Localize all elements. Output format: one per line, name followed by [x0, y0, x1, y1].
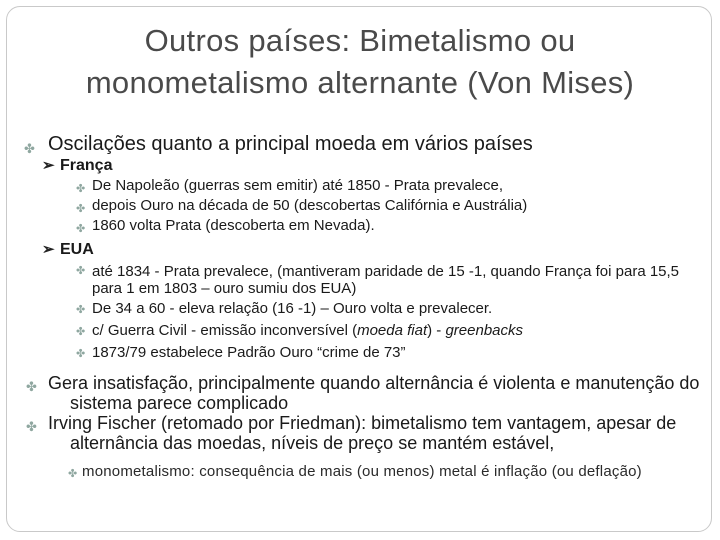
bullet-oscilacoes: [18, 132, 708, 156]
emphasis-greenbacks: greenbacks: [445, 322, 524, 339]
leaf-bullet-icon: ✤: [76, 348, 86, 360]
subheading-eua: [18, 240, 708, 260]
list-item: [18, 341, 708, 363]
leaf-bullet-icon: ✤: [76, 203, 86, 215]
list-item: [18, 176, 708, 196]
subheading-text: EUA: [60, 241, 94, 258]
list-item: [18, 196, 708, 216]
title-line-1: Outros países: Bimetalismo ou: [144, 23, 576, 58]
sub-bullet-text: monometalismo: consequência de mais (ou menos) metal é inflação (ou deflação): [82, 463, 642, 480]
subheading-franca: [18, 156, 708, 176]
sub-bullet-monometalismo: [18, 463, 708, 481]
bullet-text: Irving Fischer (retomado por Friedman): bimetalismo tem vantagem, apesar de alternância das moedas, níveis de preço se mantém estável,: [48, 413, 677, 453]
slide-content: [18, 132, 708, 481]
list-item: [18, 297, 708, 319]
text-part: ) -: [427, 322, 446, 339]
title-line-2: monometalismo alternante (Von Mises): [85, 65, 635, 100]
leaf-bullet-icon: ✤: [76, 183, 86, 195]
list-item: [18, 216, 708, 236]
leaf-bullet-icon: ✤: [76, 265, 86, 277]
list-item-text: 1860 volta Prata (descoberta em Nevada).: [92, 217, 375, 234]
list-item-text: depois Ouro na década de 50 (descobertas Califórnia e Austrália): [92, 197, 528, 214]
list-item-text: até 1834 - Prata prevalece, (mantiveram paridade de 15 -1, quando França foi para 15,5 para 1 em 1803 – ouro sumiu dos EUA): [92, 263, 680, 297]
list-item: [18, 260, 708, 297]
arrow-bullet-icon: ➢: [42, 241, 55, 258]
arrow-bullet-icon: ➢: [42, 157, 55, 174]
list-item: [18, 319, 708, 341]
leaf-bullet-icon: ✤: [76, 223, 86, 235]
bullet-fischer: ✤ Irving Fischer (retomado por Friedman): bimetalismo tem vantagem, apesar de alternância das moedas, níveis de preço se mantém estável,: [26, 413, 677, 453]
leaf-bullet-icon: ✤: [76, 326, 86, 338]
leaf-bullet-icon: ✤: [68, 468, 78, 480]
list-item-text: 1873/79 estabelece Padrão Ouro “crime de 73”: [92, 344, 406, 361]
bullet-insatisfacao: ✤ Gera insatisfação, principalmente quando alternância é violenta e manutenção do sistema parece complicado: [26, 373, 700, 413]
list-item-text: De 34 a 60 - eleva relação (16 -1) – Ouro volta e prevalecer.: [92, 300, 493, 317]
list-item-text: De Napoleão (guerras sem emitir) até 1850 - Prata prevalece,: [92, 177, 504, 194]
list-item-text: [92, 322, 523, 339]
subheading-text: França: [60, 157, 113, 174]
leaf-bullet-icon: ✤: [24, 141, 35, 156]
leaf-bullet-icon: ✤: [76, 304, 86, 316]
bullet-text: Oscilações quanto a principal moeda em vários países: [48, 133, 533, 155]
bullet-text: Gera insatisfação, principalmente quando alternância é violenta e manutenção do sistema parece complicado: [48, 373, 700, 413]
emphasis-moeda-fiat: moeda fiat: [357, 322, 428, 339]
text-part: c/ Guerra Civil - emissão inconversível (: [92, 322, 358, 339]
slide-title: [20, 20, 700, 104]
